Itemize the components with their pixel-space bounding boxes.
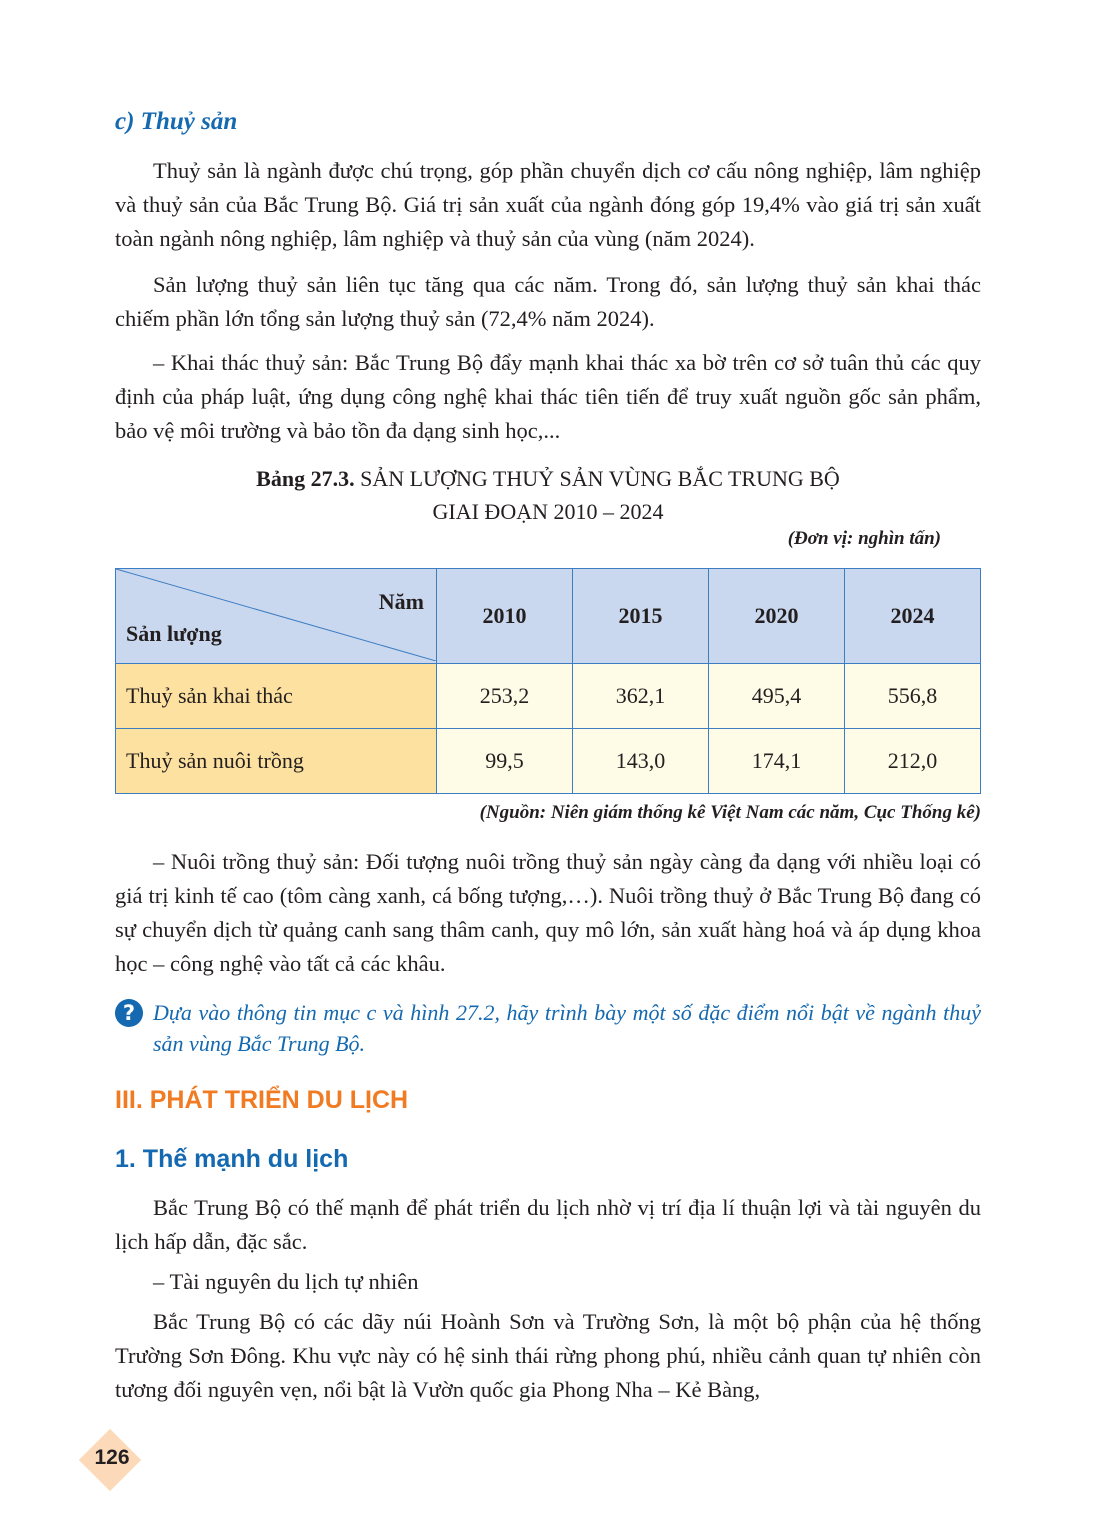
table-row bbox=[116, 729, 981, 794]
question-icon: ? bbox=[115, 999, 143, 1027]
table-caption-line1: SẢN LƯỢNG THUỶ SẢN VÙNG BẮC TRUNG BỘ bbox=[360, 466, 840, 491]
table-unit: (Đơn vị: nghìn tấn) bbox=[787, 528, 941, 549]
table-cell: 212,0 bbox=[845, 729, 981, 794]
year-header: 2015 bbox=[573, 569, 709, 664]
production-table bbox=[115, 568, 981, 794]
table-cell: 174,1 bbox=[709, 729, 845, 794]
table-cell: 99,5 bbox=[437, 729, 573, 794]
section-c-title: c) Thuỷ sản bbox=[115, 108, 238, 135]
table-cell: 495,4 bbox=[709, 664, 845, 729]
table-row bbox=[116, 664, 981, 729]
table-caption-label: Bảng 27.3. bbox=[256, 466, 355, 491]
row-label: Thuỷ sản nuôi trồng bbox=[116, 729, 437, 794]
paragraph: Thuỷ sản là ngành được chú trọng, góp phần chuyển dịch cơ cấu nông nghiệp, lâm nghiệp và thuỷ sản của Bắc Trung Bộ. Giá trị sản xuất của ngành đóng góp 19,4% vào giá trị sản xuất toàn ngành nông nghiệp, lâm nghiệp và thuỷ sản của vùng (năm 2024). bbox=[115, 158, 981, 251]
paragraph: Bắc Trung Bộ có các dãy núi Hoành Sơn và Trường Sơn, là một bộ phận của hệ thống Trường Sơn Đông. Khu vực này có hệ sinh thái rừng phong phú, nhiều cảnh quan tự nhiên còn tương đối nguyên vẹn, nổi bật là Vườn quốc gia Phong Nha – Kẻ Bàng, bbox=[115, 1309, 981, 1402]
year-header: 2020 bbox=[709, 569, 845, 664]
row-label: Thuỷ sản khai thác bbox=[116, 664, 437, 729]
table-caption bbox=[115, 462, 981, 528]
paragraph: Bắc Trung Bộ có thế mạnh để phát triển du lịch nhờ vị trí địa lí thuận lợi và tài nguyên du lịch hấp dẫn, đặc sắc. bbox=[115, 1195, 981, 1254]
page-number: 126 bbox=[94, 1446, 130, 1469]
paragraph: – Nuôi trồng thuỷ sản: Đối tượng nuôi trồng thuỷ sản ngày càng đa dạng với nhiều loại có giá trị kinh tế cao (tôm càng xanh, cá bống tượng,…). Nuôi trồng thuỷ ở Bắc Trung Bộ đang có sự chuyển dịch từ quảng canh sang thâm canh, quy mô lớn, sản xuất hàng hoá và áp dụng khoa học – công nghệ vào tất cả các khâu. bbox=[115, 849, 981, 976]
paragraph: – Khai thác thuỷ sản: Bắc Trung Bộ đẩy mạnh khai thác xa bờ trên cơ sở tuân thủ các quy định của pháp luật, ứng dụng công nghệ khai thác tiên tiến để truy xuất nguồn gốc sản phẩm, bảo vệ môi trường và bảo tồn đa dạng sinh học,... bbox=[115, 350, 981, 443]
diagonal-divider bbox=[116, 569, 436, 661]
year-header: 2024 bbox=[845, 569, 981, 664]
table-cell: 556,8 bbox=[845, 664, 981, 729]
table-cell: 362,1 bbox=[573, 664, 709, 729]
table-source: (Nguồn: Niên giám thống kê Việt Nam các năm, Cục Thống kê) bbox=[479, 802, 981, 823]
table-cell: 143,0 bbox=[573, 729, 709, 794]
corner-year-label: Năm bbox=[378, 589, 424, 614]
table-header-row bbox=[116, 569, 981, 664]
table-caption-line2: GIAI ĐOẠN 2010 – 2024 bbox=[432, 499, 664, 524]
question-text: Dựa vào thông tin mục c và hình 27.2, hãy trình bày một số đặc điểm nổi bật về ngành thuỷ sản vùng Bắc Trung Bộ. bbox=[153, 1000, 981, 1056]
corner-production-label: Sản lượng bbox=[126, 621, 222, 646]
sub-heading: 1. Thế mạnh du lịch bbox=[115, 1145, 349, 1173]
table-corner-cell bbox=[116, 569, 437, 664]
section-heading: III. PHÁT TRIỂN DU LỊCH bbox=[115, 1086, 409, 1114]
paragraph: – Tài nguyên du lịch tự nhiên bbox=[153, 1269, 419, 1294]
paragraph: Sản lượng thuỷ sản liên tục tăng qua các năm. Trong đó, sản lượng thuỷ sản khai thác chiếm phần lớn tổng sản lượng thuỷ sản (72,4% năm 2024). bbox=[115, 272, 981, 331]
table-cell: 253,2 bbox=[437, 664, 573, 729]
year-header: 2010 bbox=[437, 569, 573, 664]
